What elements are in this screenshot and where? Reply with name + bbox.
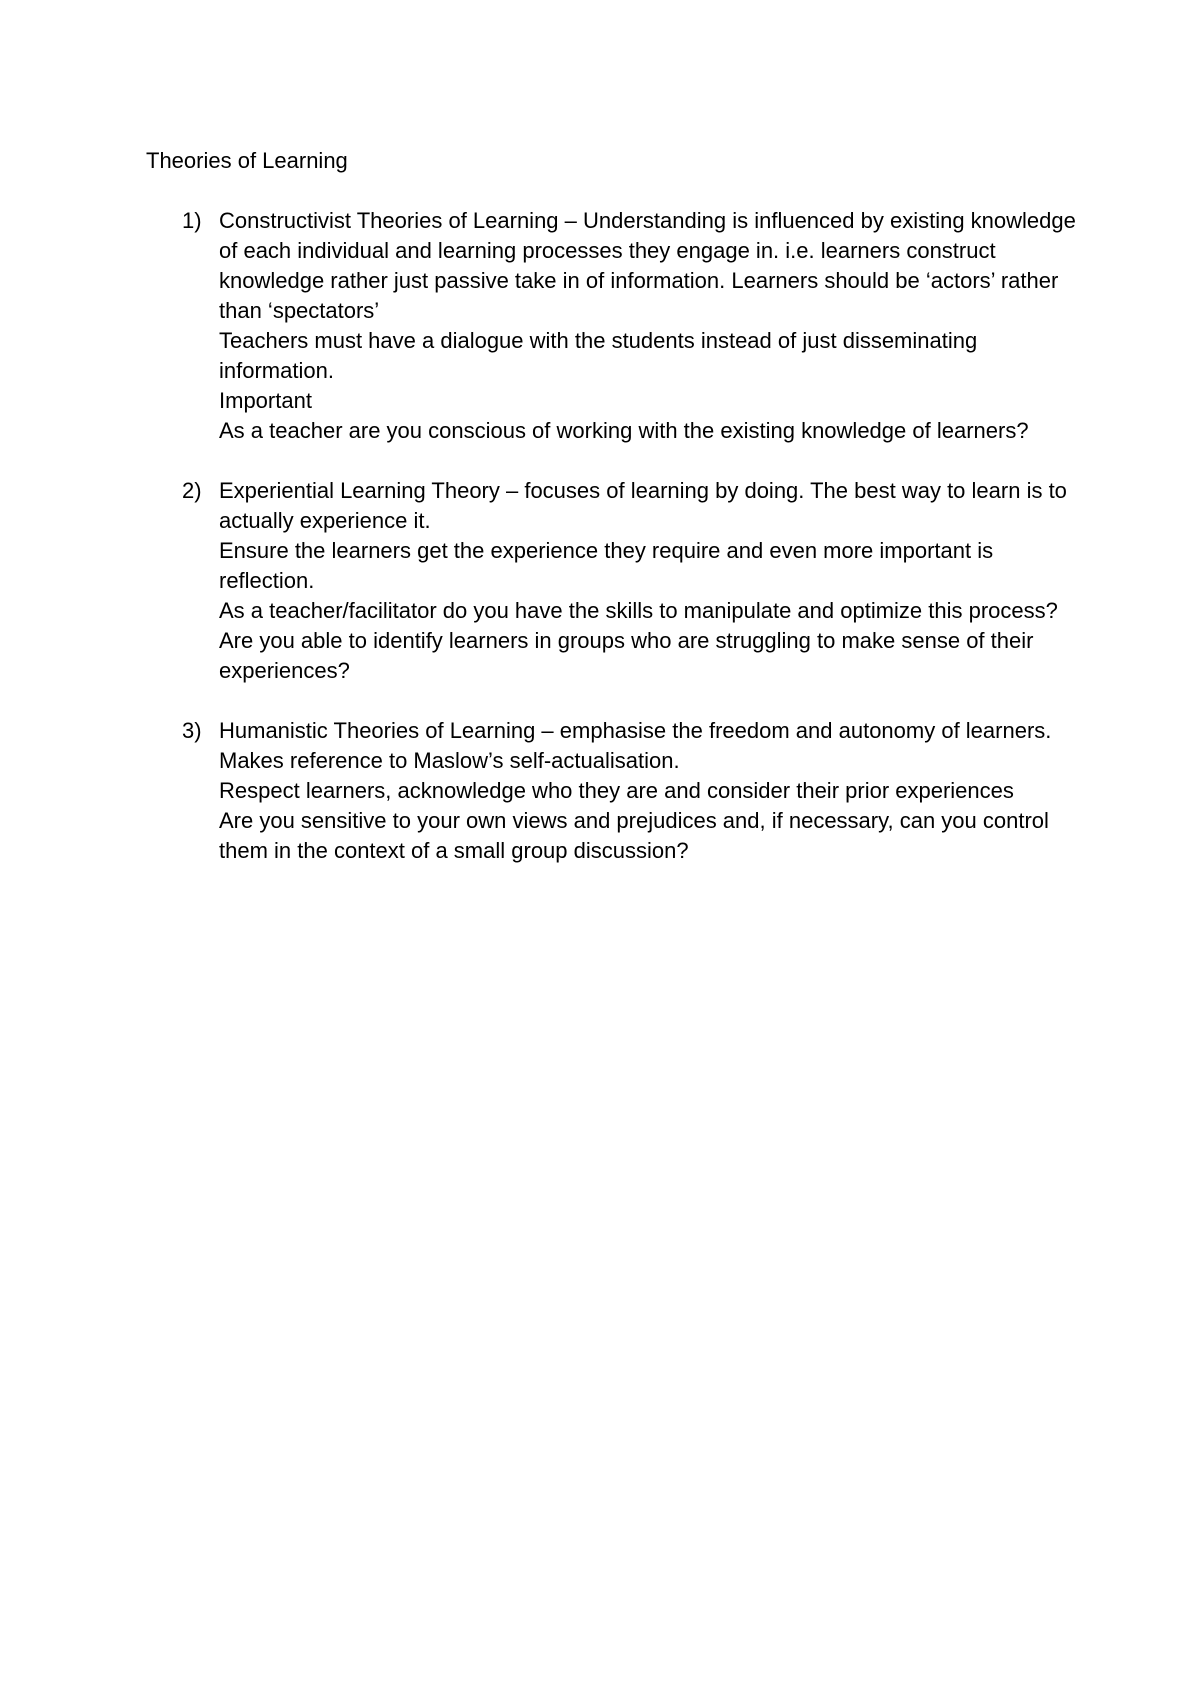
list-item-text: Teachers must have a dialogue with the students instead of just disseminating information.: [219, 328, 978, 383]
list-item-text: Constructivist Theories of Learning – Understanding is influenced by existing knowledge of each individual and learning processes they engage in. i.e. learners construct knowledge rather just passive take in of information. Learners should be ‘actors’ rather than ‘spectators’: [219, 208, 1076, 323]
list-item-text: Important: [219, 388, 312, 413]
list-item-text: Experiential Learning Theory – focuses of learning by doing. The best way to learn is to actually experience it.: [219, 478, 1067, 533]
list-item-text: Are you sensitive to your own views and prejudices and, if necessary, can you control them in the context of a small group discussion?: [219, 808, 1049, 863]
theory-list: [146, 206, 1076, 896]
list-item-text: Respect learners, acknowledge who they are and consider their prior experiences: [219, 778, 1014, 803]
document-title: Theories of Learning: [146, 148, 348, 173]
list-item: [146, 206, 1076, 446]
list-item-text: As a teacher are you conscious of working with the existing knowledge of learners?: [219, 418, 1029, 443]
list-item: [146, 476, 1076, 686]
list-item-text: Ensure the learners get the experience they require and even more important is reflection.: [219, 538, 994, 593]
list-item-text: Humanistic Theories of Learning – emphasise the freedom and autonomy of learners. Makes reference to Maslow’s self-actualisation.: [219, 718, 1052, 773]
list-item-number: 1): [182, 208, 202, 233]
list-item-number: 2): [182, 478, 202, 503]
list-item: [146, 716, 1076, 866]
list-item-number: 3): [182, 718, 202, 743]
list-item-text: As a teacher/facilitator do you have the skills to manipulate and optimize this process? Are you able to identify learners in groups who are struggling to make sense of their experiences?: [219, 598, 1058, 683]
